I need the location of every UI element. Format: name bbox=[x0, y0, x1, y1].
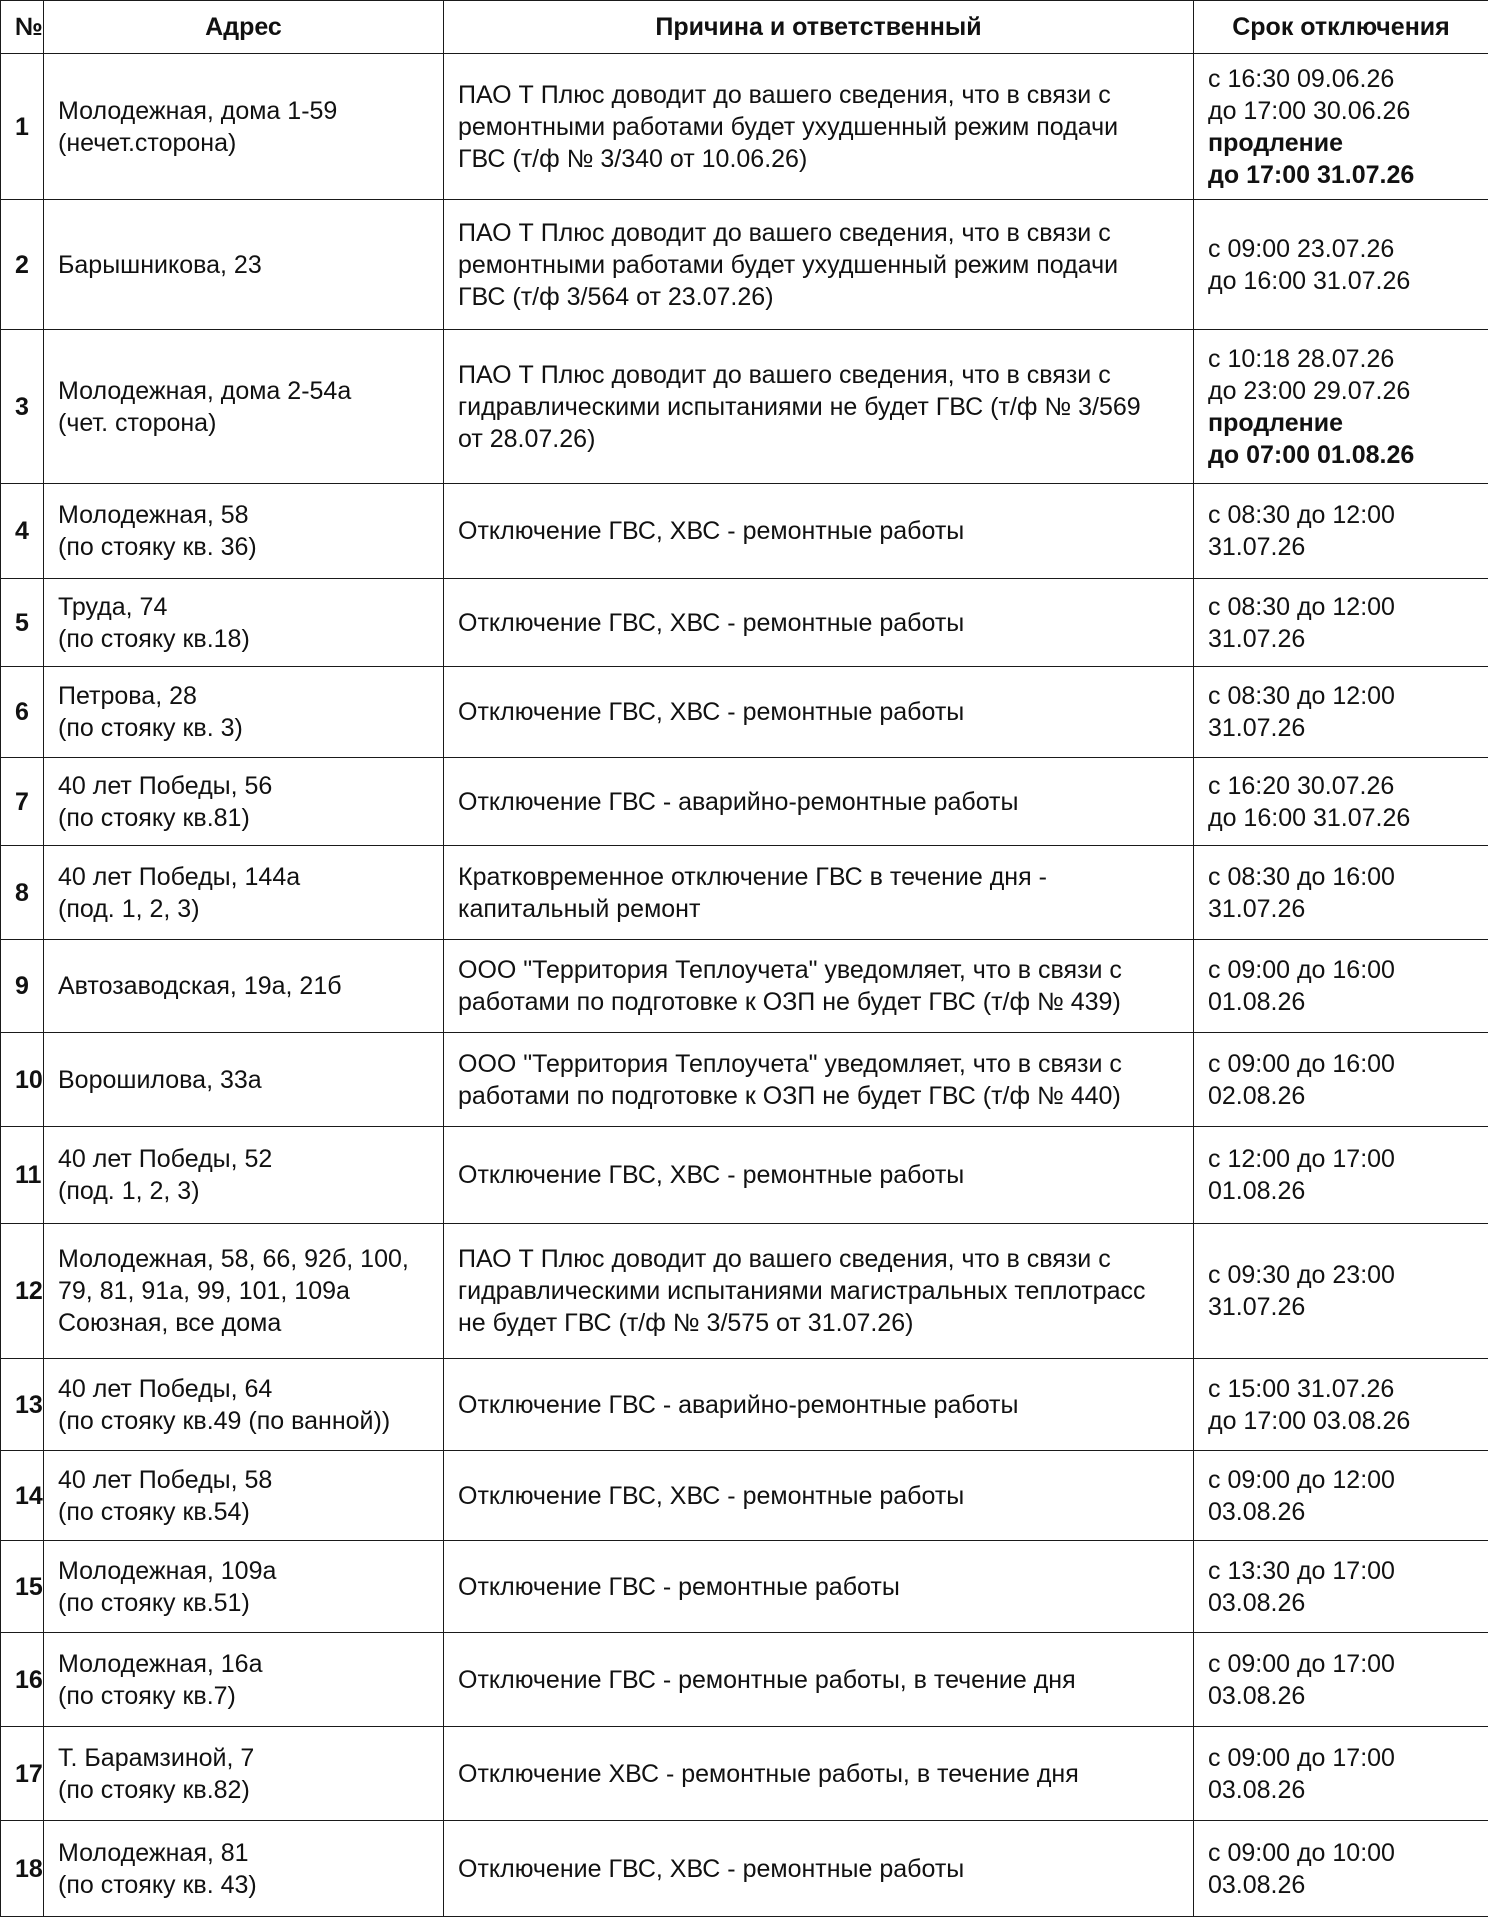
row-number: 4 bbox=[1, 484, 44, 579]
period-line: с 08:30 до 16:00 bbox=[1208, 862, 1395, 891]
period-line: 31.07.26 bbox=[1208, 714, 1306, 742]
reason-line: ПАО Т Плюс доводит до вашего сведения, что в связи с bbox=[458, 218, 1111, 247]
period-cell bbox=[1194, 200, 1488, 330]
extension-line: продление bbox=[1208, 408, 1344, 437]
row-number: 1 bbox=[1, 54, 44, 200]
reason-line: не будет ГВС (т/ф № 3/575 от 31.07.26) bbox=[458, 1309, 914, 1337]
address-line: (по стояку кв. 43) bbox=[58, 1870, 257, 1899]
period-line: с 13:30 до 17:00 bbox=[1208, 1556, 1395, 1585]
reason-cell bbox=[444, 54, 1194, 200]
reason-cell bbox=[444, 667, 1194, 758]
reason-line: гидравлическими испытаниями магистральных теплотрасс bbox=[458, 1277, 1146, 1305]
period-line: с 09:30 до 23:00 bbox=[1208, 1261, 1395, 1289]
row-number: 6 bbox=[1, 667, 44, 758]
reason-line: работами по подготовке к ОЗП не будет ГВС (т/ф № 439) bbox=[458, 988, 1121, 1016]
header-period: Срок отключения bbox=[1194, 1, 1488, 54]
row-number: 5 bbox=[1, 579, 44, 667]
address-cell bbox=[44, 54, 444, 200]
period-line: 31.07.26 bbox=[1208, 624, 1306, 653]
header-address: Адрес bbox=[44, 1, 444, 54]
reason-line: от 28.07.26) bbox=[458, 424, 596, 453]
period-cell bbox=[1194, 758, 1488, 846]
period-line: до 16:00 31.07.26 bbox=[1208, 266, 1411, 295]
period-line: до 16:00 31.07.26 bbox=[1208, 803, 1411, 832]
period-line: 02.08.26 bbox=[1208, 1081, 1306, 1110]
reason-cell bbox=[444, 940, 1194, 1033]
reason-line: Отключение ГВС - аварийно-ремонтные работы bbox=[458, 1390, 1019, 1419]
reason-line: Отключение ГВС, ХВС - ремонтные работы bbox=[458, 1481, 965, 1510]
reason-cell bbox=[444, 579, 1194, 667]
table-row bbox=[1, 1541, 1488, 1633]
address-cell bbox=[44, 1541, 444, 1633]
address-line: (по стояку кв.51) bbox=[58, 1588, 250, 1617]
period-line: с 09:00 до 17:00 bbox=[1208, 1743, 1395, 1772]
address-line: 40 лет Победы, 144а bbox=[58, 862, 301, 891]
table-row bbox=[1, 200, 1488, 330]
period-cell bbox=[1194, 1541, 1488, 1633]
table-row bbox=[1, 940, 1488, 1033]
address-line: (по стояку кв.18) bbox=[58, 624, 250, 653]
period-cell bbox=[1194, 579, 1488, 667]
reason-line: ООО "Территория Теплоучета" уведомляет, что в связи с bbox=[458, 1049, 1122, 1078]
reason-line: Отключение ГВС - ремонтные работы, в течение дня bbox=[458, 1665, 1076, 1694]
period-line: с 08:30 до 12:00 bbox=[1208, 592, 1395, 621]
period-cell bbox=[1194, 54, 1488, 200]
address-line: (по стояку кв. 36) bbox=[58, 533, 257, 561]
row-number: 8 bbox=[1, 846, 44, 940]
row-number: 11 bbox=[1, 1127, 44, 1224]
reason-line: Отключение ГВС - аварийно-ремонтные работы bbox=[458, 787, 1019, 816]
address-line: (по стояку кв.82) bbox=[58, 1775, 250, 1804]
period-cell bbox=[1194, 1224, 1488, 1359]
address-line: Молодежная, 81 bbox=[58, 1838, 249, 1867]
address-line: Молодежная, дома 1-59 bbox=[58, 96, 338, 125]
table-row bbox=[1, 1224, 1488, 1359]
extension-line: продление bbox=[1208, 128, 1344, 157]
reason-cell bbox=[444, 1359, 1194, 1451]
extension-line: до 07:00 01.08.26 bbox=[1208, 440, 1415, 469]
reason-line: Отключение ГВС - ремонтные работы bbox=[458, 1572, 900, 1601]
address-line: 40 лет Победы, 52 bbox=[58, 1145, 273, 1173]
period-line: 03.08.26 bbox=[1208, 1870, 1306, 1899]
address-cell bbox=[44, 846, 444, 940]
address-line: (под. 1, 2, 3) bbox=[58, 1177, 200, 1205]
row-number: 12 bbox=[1, 1224, 44, 1359]
reason-line: ГВС (т/ф № 3/340 от 10.06.26) bbox=[458, 144, 808, 173]
period-line: с 08:30 до 12:00 bbox=[1208, 501, 1395, 529]
address-line: Петрова, 28 bbox=[58, 682, 197, 710]
period-line: 01.08.26 bbox=[1208, 988, 1306, 1016]
period-line: 31.07.26 bbox=[1208, 533, 1306, 561]
reason-cell bbox=[444, 1451, 1194, 1541]
address-cell bbox=[44, 1821, 444, 1917]
reason-cell bbox=[444, 330, 1194, 484]
table-row bbox=[1, 484, 1488, 579]
period-line: с 09:00 23.07.26 bbox=[1208, 234, 1395, 263]
address-line: Т. Барамзиной, 7 bbox=[58, 1743, 255, 1772]
reason-line: работами по подготовке к ОЗП не будет ГВС (т/ф № 440) bbox=[458, 1081, 1121, 1110]
address-line: (по стояку кв.7) bbox=[58, 1681, 236, 1710]
period-line: 31.07.26 bbox=[1208, 894, 1306, 923]
period-line: 03.08.26 bbox=[1208, 1588, 1306, 1617]
reason-line: гидравлическими испытаниями не будет ГВС (т/ф № 3/569 bbox=[458, 392, 1141, 421]
reason-line: Отключение ГВС, ХВС - ремонтные работы bbox=[458, 1161, 965, 1189]
reason-cell bbox=[444, 484, 1194, 579]
period-cell bbox=[1194, 940, 1488, 1033]
period-cell bbox=[1194, 1127, 1488, 1224]
period-line: с 09:00 до 16:00 bbox=[1208, 1049, 1395, 1078]
period-cell bbox=[1194, 1727, 1488, 1821]
period-cell bbox=[1194, 1821, 1488, 1917]
table-row bbox=[1, 1821, 1488, 1917]
reason-line: Отключение ГВС, ХВС - ремонтные работы bbox=[458, 698, 965, 726]
address-line: (по стояку кв.81) bbox=[58, 803, 250, 832]
row-number: 7 bbox=[1, 758, 44, 846]
period-line: 03.08.26 bbox=[1208, 1497, 1306, 1526]
address-cell bbox=[44, 758, 444, 846]
reason-line: Отключение ГВС, ХВС - ремонтные работы bbox=[458, 517, 965, 545]
address-cell bbox=[44, 1224, 444, 1359]
address-line: (по стояку кв.49 (по ванной)) bbox=[58, 1406, 391, 1435]
period-line: 03.08.26 bbox=[1208, 1775, 1306, 1804]
table-row bbox=[1, 1451, 1488, 1541]
period-cell bbox=[1194, 846, 1488, 940]
row-number: 16 bbox=[1, 1633, 44, 1727]
table-row bbox=[1, 1359, 1488, 1451]
address-cell bbox=[44, 330, 444, 484]
address-cell bbox=[44, 1127, 444, 1224]
reason-line: капитальный ремонт bbox=[458, 894, 701, 923]
address-cell bbox=[44, 579, 444, 667]
period-line: с 09:00 до 16:00 bbox=[1208, 956, 1395, 984]
period-line: до 17:00 03.08.26 bbox=[1208, 1406, 1411, 1435]
period-line: с 16:30 09.06.26 bbox=[1208, 64, 1395, 93]
address-cell bbox=[44, 940, 444, 1033]
reason-cell bbox=[444, 200, 1194, 330]
table-row bbox=[1, 758, 1488, 846]
period-cell bbox=[1194, 1033, 1488, 1127]
address-cell bbox=[44, 1359, 444, 1451]
address-line: 79, 81, 91а, 99, 101, 109а bbox=[58, 1277, 350, 1305]
table-row bbox=[1, 54, 1488, 200]
reason-line: ремонтными работами будет ухудшенный режим подачи bbox=[458, 112, 1119, 141]
period-line: до 23:00 29.07.26 bbox=[1208, 376, 1411, 405]
reason-line: Отключение ГВС, ХВС - ремонтные работы bbox=[458, 1854, 965, 1883]
address-line: 40 лет Победы, 64 bbox=[58, 1374, 273, 1403]
address-line: (чет. сторона) bbox=[58, 408, 217, 437]
address-cell bbox=[44, 1033, 444, 1127]
address-cell bbox=[44, 484, 444, 579]
reason-line: Кратковременное отключение ГВС в течение дня - bbox=[458, 862, 1047, 891]
address-line: Союзная, все дома bbox=[58, 1309, 282, 1337]
reason-cell bbox=[444, 1633, 1194, 1727]
period-line: 31.07.26 bbox=[1208, 1293, 1306, 1321]
address-line: (под. 1, 2, 3) bbox=[58, 894, 200, 923]
table-header-row bbox=[1, 1, 1488, 54]
period-cell bbox=[1194, 330, 1488, 484]
period-line: с 16:20 30.07.26 bbox=[1208, 771, 1395, 800]
row-number: 15 bbox=[1, 1541, 44, 1633]
period-line: с 09:00 до 17:00 bbox=[1208, 1649, 1395, 1678]
reason-cell bbox=[444, 1127, 1194, 1224]
reason-cell bbox=[444, 846, 1194, 940]
table-row bbox=[1, 1033, 1488, 1127]
header-reason: Причина и ответственный bbox=[444, 1, 1194, 54]
address-line: (нечет.сторона) bbox=[58, 128, 237, 157]
period-cell bbox=[1194, 1633, 1488, 1727]
row-number: 17 bbox=[1, 1727, 44, 1821]
reason-cell bbox=[444, 758, 1194, 846]
row-number: 2 bbox=[1, 200, 44, 330]
address-cell bbox=[44, 1727, 444, 1821]
table-row bbox=[1, 846, 1488, 940]
row-number: 3 bbox=[1, 330, 44, 484]
reason-cell bbox=[444, 1033, 1194, 1127]
reason-line: ПАО Т Плюс доводит до вашего сведения, что в связи с bbox=[458, 80, 1111, 109]
row-number: 18 bbox=[1, 1821, 44, 1917]
reason-cell bbox=[444, 1727, 1194, 1821]
period-cell bbox=[1194, 1359, 1488, 1451]
period-cell bbox=[1194, 484, 1488, 579]
table-row bbox=[1, 1727, 1488, 1821]
period-line: с 15:00 31.07.26 bbox=[1208, 1374, 1395, 1403]
address-line: (по стояку кв. 3) bbox=[58, 714, 243, 742]
period-line: 03.08.26 bbox=[1208, 1681, 1306, 1710]
extension-line: до 17:00 31.07.26 bbox=[1208, 160, 1415, 189]
address-cell bbox=[44, 1633, 444, 1727]
address-line: Труда, 74 bbox=[58, 592, 168, 621]
address-line: Молодежная, дома 2-54а bbox=[58, 376, 352, 405]
reason-cell bbox=[444, 1821, 1194, 1917]
reason-line: Отключение ХВС - ремонтные работы, в течение дня bbox=[458, 1759, 1079, 1788]
table-row bbox=[1, 1633, 1488, 1727]
reason-line: ПАО Т Плюс доводит до вашего сведения, что в связи с bbox=[458, 360, 1111, 389]
period-line: с 08:30 до 12:00 bbox=[1208, 682, 1395, 710]
period-line: с 09:00 до 10:00 bbox=[1208, 1838, 1395, 1867]
table-row bbox=[1, 579, 1488, 667]
address-line: Молодежная, 109а bbox=[58, 1556, 277, 1585]
address-cell bbox=[44, 1451, 444, 1541]
address-cell bbox=[44, 200, 444, 330]
reason-line: ГВС (т/ф 3/564 от 23.07.26) bbox=[458, 282, 774, 311]
reason-line: ремонтными работами будет ухудшенный режим подачи bbox=[458, 250, 1119, 279]
period-line: с 09:00 до 12:00 bbox=[1208, 1465, 1395, 1494]
address-line: (по стояку кв.54) bbox=[58, 1497, 250, 1526]
address-line: 40 лет Победы, 58 bbox=[58, 1465, 273, 1494]
row-number: 10 bbox=[1, 1033, 44, 1127]
period-line: до 17:00 30.06.26 bbox=[1208, 96, 1411, 125]
row-number: 14 bbox=[1, 1451, 44, 1541]
address-line: Автозаводская, 19а, 21б bbox=[58, 972, 342, 1000]
reason-cell bbox=[444, 1224, 1194, 1359]
period-line: с 12:00 до 17:00 bbox=[1208, 1145, 1395, 1173]
header-num: № bbox=[1, 1, 44, 54]
reason-line: ПАО Т Плюс доводит до вашего сведения, что в связи с bbox=[458, 1245, 1111, 1273]
period-cell bbox=[1194, 1451, 1488, 1541]
address-line: 40 лет Победы, 56 bbox=[58, 771, 273, 800]
address-line: Барышникова, 23 bbox=[58, 250, 262, 279]
address-line: Ворошилова, 33а bbox=[58, 1065, 262, 1094]
address-line: Молодежная, 16а bbox=[58, 1649, 263, 1678]
reason-cell bbox=[444, 1541, 1194, 1633]
row-number: 13 bbox=[1, 1359, 44, 1451]
period-cell bbox=[1194, 667, 1488, 758]
reason-line: ООО "Территория Теплоучета" уведомляет, что в связи с bbox=[458, 956, 1122, 984]
period-line: с 10:18 28.07.26 bbox=[1208, 344, 1395, 373]
period-line: 01.08.26 bbox=[1208, 1177, 1306, 1205]
reason-line: Отключение ГВС, ХВС - ремонтные работы bbox=[458, 608, 965, 637]
table-row bbox=[1, 330, 1488, 484]
table-row bbox=[1, 1127, 1488, 1224]
address-cell bbox=[44, 667, 444, 758]
address-line: Молодежная, 58, 66, 92б, 100, bbox=[58, 1245, 409, 1273]
row-number: 9 bbox=[1, 940, 44, 1033]
address-line: Молодежная, 58 bbox=[58, 501, 249, 529]
table-row bbox=[1, 667, 1488, 758]
